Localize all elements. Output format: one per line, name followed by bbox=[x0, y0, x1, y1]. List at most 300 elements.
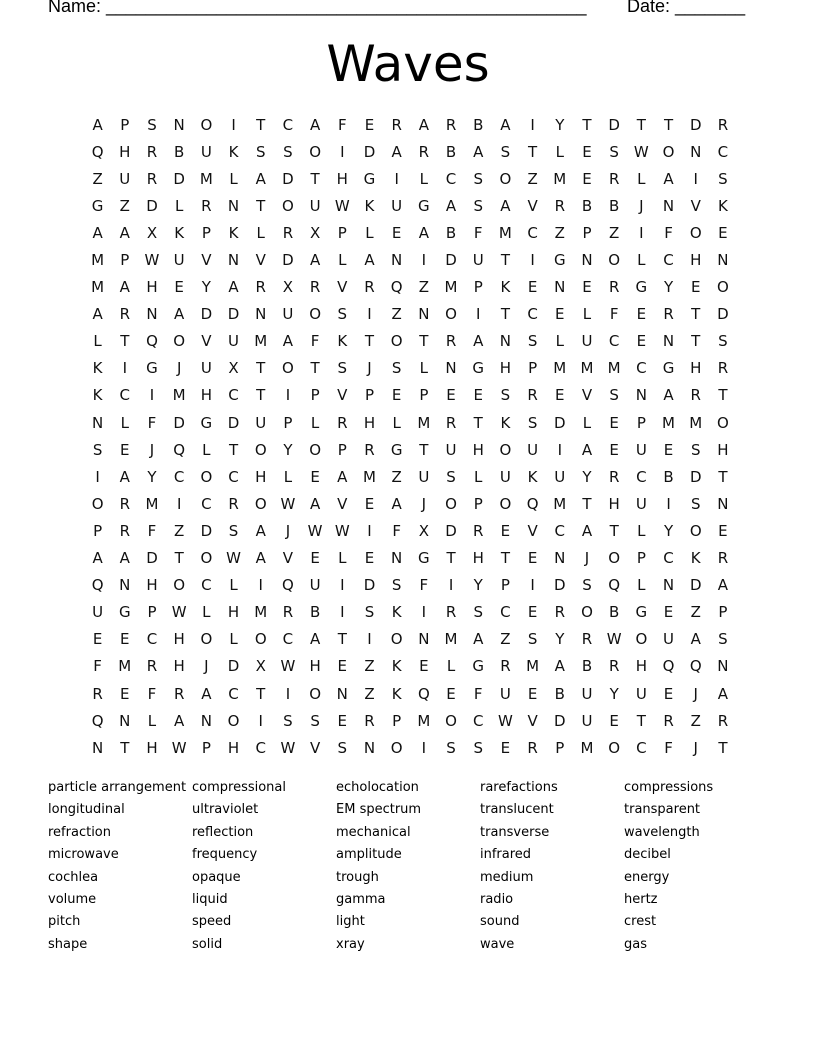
grid-letter[interactable]: T bbox=[256, 196, 266, 215]
grid-letter[interactable]: S bbox=[718, 630, 728, 649]
grid-letter[interactable]: C bbox=[228, 684, 239, 703]
grid-letter[interactable]: Z bbox=[391, 467, 402, 486]
grid-letter[interactable]: S bbox=[609, 142, 619, 161]
grid-letter[interactable]: W bbox=[280, 738, 296, 757]
grid-letter[interactable]: R bbox=[92, 684, 103, 703]
grid-letter[interactable]: N bbox=[717, 251, 729, 270]
grid-letter[interactable]: V bbox=[527, 521, 538, 540]
grid-letter[interactable]: F bbox=[473, 223, 483, 242]
grid-letter[interactable]: L bbox=[419, 169, 429, 188]
grid-letter[interactable]: G bbox=[390, 440, 403, 459]
grid-letter[interactable]: T bbox=[174, 549, 184, 568]
grid-letter[interactable]: U bbox=[635, 684, 647, 703]
grid-letter[interactable]: O bbox=[499, 440, 512, 459]
grid-letter[interactable]: X bbox=[146, 223, 158, 242]
grid-letter[interactable]: S bbox=[337, 359, 348, 378]
grid-letter[interactable]: B bbox=[473, 115, 484, 134]
grid-letter[interactable]: A bbox=[119, 278, 130, 297]
grid-letter[interactable]: R bbox=[364, 278, 375, 297]
grid-letter[interactable]: T bbox=[691, 332, 701, 351]
grid-letter[interactable]: U bbox=[472, 251, 484, 270]
grid-letter[interactable]: I bbox=[340, 142, 345, 161]
grid-letter[interactable]: N bbox=[173, 115, 185, 134]
grid-letter[interactable]: Y bbox=[663, 278, 674, 297]
grid-letter[interactable]: E bbox=[582, 142, 592, 161]
grid-letter[interactable]: C bbox=[173, 467, 185, 486]
grid-letter[interactable]: A bbox=[309, 251, 321, 270]
grid-letter[interactable]: E bbox=[609, 711, 619, 730]
grid-letter[interactable]: E bbox=[582, 278, 592, 297]
grid-letter[interactable]: P bbox=[93, 521, 103, 540]
grid-letter[interactable]: T bbox=[473, 413, 483, 432]
grid-letter[interactable]: E bbox=[718, 223, 728, 242]
grid-letter[interactable]: D bbox=[554, 711, 566, 730]
grid-letter[interactable]: M bbox=[662, 413, 675, 432]
grid-letter[interactable]: L bbox=[120, 413, 129, 432]
grid-letter[interactable]: E bbox=[527, 603, 538, 622]
grid-letter[interactable]: E bbox=[609, 440, 619, 459]
grid-letter[interactable]: A bbox=[119, 223, 130, 242]
grid-letter[interactable]: U bbox=[499, 684, 511, 703]
grid-letter[interactable]: H bbox=[472, 549, 484, 568]
grid-letter[interactable]: A bbox=[92, 223, 103, 242]
grid-letter[interactable]: M bbox=[444, 630, 458, 649]
grid-letter[interactable]: H bbox=[173, 657, 185, 676]
grid-letter[interactable]: U bbox=[663, 630, 675, 649]
grid-letter[interactable]: H bbox=[608, 494, 620, 513]
grid-letter[interactable]: C bbox=[282, 630, 294, 649]
grid-letter[interactable]: R bbox=[201, 196, 212, 215]
grid-letter[interactable]: C bbox=[146, 630, 158, 649]
grid-letter[interactable]: D bbox=[227, 413, 240, 432]
grid-letter[interactable]: C bbox=[500, 603, 511, 622]
grid-letter[interactable]: L bbox=[229, 169, 238, 188]
grid-letter[interactable]: C bbox=[201, 576, 212, 595]
grid-letter[interactable]: N bbox=[662, 576, 675, 595]
grid-letter[interactable]: R bbox=[717, 711, 729, 730]
grid-letter[interactable]: J bbox=[367, 359, 372, 378]
grid-letter[interactable]: F bbox=[310, 332, 320, 351]
grid-letter[interactable]: K bbox=[527, 467, 538, 486]
grid-letter[interactable]: C bbox=[527, 305, 538, 324]
grid-letter[interactable]: E bbox=[391, 223, 402, 242]
grid-letter[interactable]: T bbox=[500, 251, 510, 270]
grid-letter[interactable]: M bbox=[607, 359, 621, 378]
grid-letter[interactable]: R bbox=[173, 684, 185, 703]
grid-letter[interactable]: D bbox=[227, 305, 240, 324]
grid-letter[interactable]: T bbox=[446, 549, 456, 568]
grid-letter[interactable]: T bbox=[419, 440, 429, 459]
grid-letter[interactable]: S bbox=[391, 576, 402, 595]
grid-letter[interactable]: U bbox=[200, 359, 212, 378]
grid-letter[interactable]: K bbox=[92, 359, 103, 378]
grid-letter[interactable]: R bbox=[663, 711, 674, 730]
grid-letter[interactable]: E bbox=[636, 305, 647, 324]
grid-letter[interactable]: V bbox=[201, 251, 212, 270]
grid-letter[interactable]: Z bbox=[609, 223, 620, 242]
grid-letter[interactable]: P bbox=[718, 603, 728, 622]
grid-letter[interactable]: L bbox=[474, 467, 483, 486]
grid-letter[interactable]: N bbox=[391, 549, 403, 568]
grid-letter[interactable]: Q bbox=[608, 576, 621, 595]
grid-letter[interactable]: N bbox=[445, 359, 457, 378]
grid-letter[interactable]: O bbox=[608, 549, 621, 568]
grid-letter[interactable]: U bbox=[445, 440, 457, 459]
grid-letter[interactable]: A bbox=[174, 305, 185, 324]
grid-letter[interactable]: T bbox=[256, 115, 266, 134]
grid-letter[interactable]: A bbox=[717, 684, 729, 703]
grid-letter[interactable]: B bbox=[445, 142, 457, 161]
grid-letter[interactable]: Y bbox=[609, 684, 619, 703]
grid-letter[interactable]: W bbox=[307, 521, 323, 540]
grid-letter[interactable]: U bbox=[309, 196, 321, 215]
grid-letter[interactable]: X bbox=[228, 359, 239, 378]
grid-letter[interactable]: N bbox=[391, 251, 403, 270]
grid-letter[interactable]: R bbox=[690, 386, 701, 405]
grid-letter[interactable]: M bbox=[145, 494, 159, 513]
grid-letter[interactable]: X bbox=[282, 278, 294, 297]
grid-letter[interactable]: D bbox=[282, 251, 294, 270]
grid-letter[interactable]: U bbox=[255, 413, 267, 432]
grid-letter[interactable]: V bbox=[581, 386, 593, 405]
grid-letter[interactable]: S bbox=[718, 332, 728, 351]
grid-letter[interactable]: N bbox=[418, 305, 430, 324]
grid-letter[interactable]: I bbox=[340, 603, 345, 622]
grid-letter[interactable]: Q bbox=[282, 576, 294, 595]
grid-letter[interactable]: L bbox=[202, 603, 211, 622]
grid-letter[interactable]: N bbox=[119, 576, 131, 595]
grid-letter[interactable]: S bbox=[690, 494, 701, 513]
grid-letter[interactable]: A bbox=[500, 196, 511, 215]
grid-letter[interactable]: P bbox=[201, 223, 211, 242]
grid-letter[interactable]: U bbox=[635, 494, 647, 513]
grid-letter[interactable]: A bbox=[119, 549, 130, 568]
grid-letter[interactable]: U bbox=[228, 332, 240, 351]
grid-letter[interactable]: L bbox=[365, 223, 374, 242]
grid-letter[interactable]: A bbox=[391, 142, 402, 161]
grid-letter[interactable]: S bbox=[690, 440, 701, 459]
grid-letter[interactable]: S bbox=[473, 169, 483, 188]
grid-letter[interactable]: D bbox=[689, 467, 702, 486]
grid-letter[interactable]: I bbox=[367, 305, 372, 324]
grid-letter[interactable]: I bbox=[285, 684, 291, 703]
grid-letter[interactable]: A bbox=[228, 278, 239, 297]
grid-letter[interactable]: R bbox=[119, 494, 130, 513]
grid-letter[interactable]: K bbox=[500, 278, 511, 297]
grid-letter[interactable]: K bbox=[391, 657, 402, 676]
grid-letter[interactable]: U bbox=[200, 142, 212, 161]
grid-letter[interactable]: O bbox=[499, 169, 512, 188]
grid-letter[interactable]: J bbox=[149, 440, 155, 459]
grid-letter[interactable]: C bbox=[445, 169, 457, 188]
grid-letter[interactable]: C bbox=[527, 223, 538, 242]
grid-letter[interactable]: H bbox=[146, 278, 158, 297]
grid-letter[interactable]: L bbox=[637, 521, 646, 540]
grid-letter[interactable]: G bbox=[635, 278, 648, 297]
grid-letter[interactable]: E bbox=[582, 169, 592, 188]
grid-letter[interactable]: E bbox=[609, 413, 619, 432]
grid-letter[interactable]: O bbox=[717, 413, 729, 432]
grid-letter[interactable]: M bbox=[254, 603, 268, 622]
grid-letter[interactable]: N bbox=[418, 630, 430, 649]
grid-letter[interactable]: M bbox=[118, 657, 132, 676]
grid-letter[interactable]: W bbox=[144, 251, 160, 270]
grid-letter[interactable]: Q bbox=[146, 332, 158, 351]
grid-letter[interactable]: L bbox=[582, 305, 592, 324]
grid-letter[interactable]: W bbox=[280, 657, 296, 676]
grid-letter[interactable]: H bbox=[173, 630, 185, 649]
grid-letter[interactable]: S bbox=[337, 738, 348, 757]
grid-letter[interactable]: U bbox=[635, 440, 647, 459]
grid-letter[interactable]: Y bbox=[555, 115, 565, 134]
grid-letter[interactable]: E bbox=[636, 332, 647, 351]
grid-letter[interactable]: D bbox=[689, 115, 702, 134]
grid-letter[interactable]: V bbox=[527, 196, 538, 215]
grid-letter[interactable]: Q bbox=[417, 684, 430, 703]
grid-letter[interactable]: J bbox=[584, 549, 590, 568]
grid-letter[interactable]: L bbox=[392, 413, 401, 432]
grid-letter[interactable]: Z bbox=[364, 684, 375, 703]
grid-letter[interactable]: L bbox=[637, 576, 646, 595]
grid-letter[interactable]: G bbox=[635, 603, 648, 622]
grid-letter[interactable]: E bbox=[120, 630, 130, 649]
grid-letter[interactable]: A bbox=[663, 386, 674, 405]
grid-letter[interactable]: R bbox=[119, 521, 130, 540]
grid-letter[interactable]: I bbox=[285, 386, 291, 405]
grid-letter[interactable]: I bbox=[340, 576, 345, 595]
grid-letter[interactable]: R bbox=[255, 278, 266, 297]
grid-letter[interactable]: M bbox=[689, 413, 703, 432]
grid-letter[interactable]: O bbox=[200, 115, 213, 134]
grid-letter[interactable]: R bbox=[418, 142, 430, 161]
grid-letter[interactable]: R bbox=[337, 413, 348, 432]
grid-letter[interactable]: N bbox=[662, 332, 675, 351]
grid-letter[interactable]: P bbox=[555, 738, 565, 757]
grid-letter[interactable]: P bbox=[120, 115, 130, 134]
grid-letter[interactable]: T bbox=[718, 738, 728, 757]
grid-letter[interactable]: T bbox=[718, 386, 728, 405]
grid-letter[interactable]: E bbox=[500, 738, 511, 757]
grid-letter[interactable]: A bbox=[201, 684, 212, 703]
grid-letter[interactable]: I bbox=[693, 169, 698, 188]
grid-letter[interactable]: A bbox=[309, 630, 321, 649]
grid-letter[interactable]: C bbox=[119, 386, 131, 405]
grid-letter[interactable]: E bbox=[500, 521, 511, 540]
grid-letter[interactable]: M bbox=[526, 657, 540, 676]
grid-letter[interactable]: K bbox=[337, 332, 348, 351]
grid-letter[interactable]: S bbox=[337, 305, 348, 324]
grid-letter[interactable]: T bbox=[256, 386, 266, 405]
grid-letter[interactable]: P bbox=[636, 549, 646, 568]
grid-letter[interactable]: L bbox=[229, 630, 238, 649]
grid-letter[interactable]: O bbox=[309, 142, 321, 161]
grid-letter[interactable]: W bbox=[280, 494, 296, 513]
grid-letter[interactable]: R bbox=[146, 142, 158, 161]
grid-letter[interactable]: B bbox=[309, 603, 321, 622]
grid-letter[interactable]: L bbox=[338, 251, 347, 270]
grid-letter[interactable]: G bbox=[418, 549, 430, 568]
grid-letter[interactable]: L bbox=[174, 196, 184, 215]
grid-letter[interactable]: F bbox=[392, 521, 401, 540]
grid-letter[interactable]: B bbox=[554, 684, 565, 703]
grid-letter[interactable]: M bbox=[417, 711, 431, 730]
grid-letter[interactable]: R bbox=[309, 278, 321, 297]
grid-letter[interactable]: I bbox=[421, 738, 427, 757]
grid-letter[interactable]: P bbox=[419, 386, 429, 405]
grid-letter[interactable]: K bbox=[391, 684, 402, 703]
grid-letter[interactable]: A bbox=[581, 440, 593, 459]
grid-letter[interactable]: C bbox=[636, 359, 647, 378]
grid-letter[interactable]: U bbox=[527, 440, 539, 459]
grid-letter[interactable]: U bbox=[92, 603, 104, 622]
grid-letter[interactable]: A bbox=[255, 169, 266, 188]
grid-letter[interactable]: X bbox=[309, 223, 321, 242]
grid-letter[interactable]: R bbox=[445, 115, 457, 134]
grid-letter[interactable]: Q bbox=[526, 494, 539, 513]
grid-letter[interactable]: R bbox=[282, 603, 294, 622]
grid-letter[interactable]: R bbox=[581, 630, 593, 649]
grid-letter[interactable]: O bbox=[200, 630, 213, 649]
grid-letter[interactable]: Y bbox=[283, 440, 293, 459]
grid-letter[interactable]: T bbox=[582, 494, 592, 513]
grid-letter[interactable]: I bbox=[258, 711, 263, 730]
grid-letter[interactable]: M bbox=[91, 278, 105, 297]
grid-letter[interactable]: O bbox=[662, 142, 675, 161]
grid-letter[interactable]: Y bbox=[555, 630, 565, 649]
grid-letter[interactable]: M bbox=[553, 359, 567, 378]
grid-letter[interactable]: D bbox=[146, 196, 158, 215]
grid-letter[interactable]: R bbox=[554, 196, 565, 215]
grid-letter[interactable]: A bbox=[473, 142, 484, 161]
grid-letter[interactable]: U bbox=[581, 684, 593, 703]
grid-letter[interactable]: S bbox=[582, 576, 592, 595]
grid-letter[interactable]: P bbox=[392, 711, 402, 730]
grid-letter[interactable]: K bbox=[228, 223, 239, 242]
grid-letter[interactable]: E bbox=[419, 657, 429, 676]
grid-letter[interactable]: O bbox=[581, 603, 593, 622]
grid-letter[interactable]: Q bbox=[91, 142, 104, 161]
grid-letter[interactable]: R bbox=[228, 494, 239, 513]
grid-letter[interactable]: T bbox=[636, 115, 646, 134]
grid-letter[interactable]: A bbox=[119, 467, 130, 486]
grid-letter[interactable]: H bbox=[363, 413, 376, 432]
grid-letter[interactable]: B bbox=[581, 196, 593, 215]
grid-letter[interactable]: U bbox=[282, 305, 294, 324]
grid-letter[interactable]: A bbox=[581, 521, 593, 540]
grid-letter[interactable]: P bbox=[310, 386, 320, 405]
grid-letter[interactable]: P bbox=[120, 251, 130, 270]
grid-letter[interactable]: A bbox=[418, 223, 429, 242]
grid-letter[interactable]: S bbox=[473, 603, 483, 622]
grid-letter[interactable]: H bbox=[119, 142, 131, 161]
grid-letter[interactable]: U bbox=[554, 467, 566, 486]
grid-letter[interactable]: L bbox=[582, 413, 592, 432]
grid-letter[interactable]: G bbox=[118, 603, 131, 622]
grid-letter[interactable]: L bbox=[338, 549, 347, 568]
grid-letter[interactable]: N bbox=[255, 305, 267, 324]
grid-letter[interactable]: T bbox=[528, 142, 538, 161]
grid-letter[interactable]: T bbox=[609, 521, 619, 540]
grid-letter[interactable]: R bbox=[119, 305, 130, 324]
grid-letter[interactable]: E bbox=[527, 549, 538, 568]
grid-letter[interactable]: S bbox=[527, 332, 538, 351]
grid-letter[interactable]: C bbox=[663, 251, 674, 270]
grid-letter[interactable]: U bbox=[309, 576, 321, 595]
grid-letter[interactable]: N bbox=[662, 196, 675, 215]
grid-letter[interactable]: M bbox=[199, 169, 213, 188]
grid-letter[interactable]: N bbox=[581, 251, 593, 270]
grid-letter[interactable]: C bbox=[255, 738, 266, 757]
grid-letter[interactable]: Z bbox=[690, 711, 701, 730]
grid-letter[interactable]: T bbox=[500, 305, 510, 324]
grid-letter[interactable]: O bbox=[254, 630, 267, 649]
grid-letter[interactable]: C bbox=[663, 549, 674, 568]
grid-letter[interactable]: R bbox=[146, 169, 158, 188]
grid-letter[interactable]: N bbox=[200, 711, 212, 730]
grid-letter[interactable]: H bbox=[227, 738, 240, 757]
grid-letter[interactable]: M bbox=[444, 278, 458, 297]
grid-letter[interactable]: U bbox=[499, 467, 511, 486]
grid-letter[interactable]: R bbox=[608, 467, 620, 486]
grid-letter[interactable]: S bbox=[473, 738, 483, 757]
grid-letter[interactable]: A bbox=[174, 711, 185, 730]
grid-letter[interactable]: I bbox=[530, 251, 535, 270]
grid-letter[interactable]: U bbox=[119, 169, 131, 188]
grid-letter[interactable]: D bbox=[227, 657, 240, 676]
grid-letter[interactable]: T bbox=[636, 711, 646, 730]
grid-letter[interactable]: V bbox=[201, 332, 212, 351]
grid-letter[interactable]: C bbox=[554, 521, 566, 540]
grid-letter[interactable]: O bbox=[717, 278, 729, 297]
grid-letter[interactable]: D bbox=[608, 115, 620, 134]
grid-letter[interactable]: V bbox=[690, 196, 701, 215]
grid-letter[interactable]: O bbox=[200, 549, 213, 568]
grid-letter[interactable]: V bbox=[337, 278, 348, 297]
grid-letter[interactable]: S bbox=[527, 413, 538, 432]
grid-letter[interactable]: L bbox=[147, 711, 157, 730]
grid-letter[interactable]: D bbox=[282, 169, 294, 188]
grid-letter[interactable]: T bbox=[718, 467, 728, 486]
grid-letter[interactable]: A bbox=[255, 549, 266, 568]
grid-letter[interactable]: A bbox=[309, 494, 321, 513]
grid-letter[interactable]: A bbox=[445, 196, 457, 215]
grid-letter[interactable]: R bbox=[391, 115, 402, 134]
grid-letter[interactable]: G bbox=[472, 359, 485, 378]
grid-letter[interactable]: F bbox=[664, 223, 673, 242]
grid-letter[interactable]: I bbox=[95, 467, 100, 486]
grid-letter[interactable]: T bbox=[337, 630, 347, 649]
grid-letter[interactable]: O bbox=[499, 494, 512, 513]
grid-letter[interactable]: I bbox=[258, 576, 263, 595]
grid-letter[interactable]: H bbox=[690, 359, 702, 378]
grid-letter[interactable]: W bbox=[334, 521, 350, 540]
grid-letter[interactable]: R bbox=[445, 332, 457, 351]
grid-letter[interactable]: U bbox=[581, 711, 593, 730]
grid-letter[interactable]: O bbox=[445, 711, 457, 730]
grid-letter[interactable]: E bbox=[663, 440, 674, 459]
grid-letter[interactable]: T bbox=[310, 169, 320, 188]
grid-letter[interactable]: F bbox=[609, 305, 619, 324]
grid-letter[interactable]: R bbox=[445, 413, 457, 432]
grid-letter[interactable]: N bbox=[146, 305, 158, 324]
grid-letter[interactable]: A bbox=[663, 169, 674, 188]
grid-letter[interactable]: E bbox=[364, 549, 375, 568]
grid-letter[interactable]: O bbox=[309, 684, 321, 703]
grid-letter[interactable]: I bbox=[367, 521, 372, 540]
grid-letter[interactable]: O bbox=[390, 332, 403, 351]
grid-letter[interactable]: M bbox=[553, 494, 567, 513]
grid-letter[interactable]: S bbox=[228, 521, 239, 540]
